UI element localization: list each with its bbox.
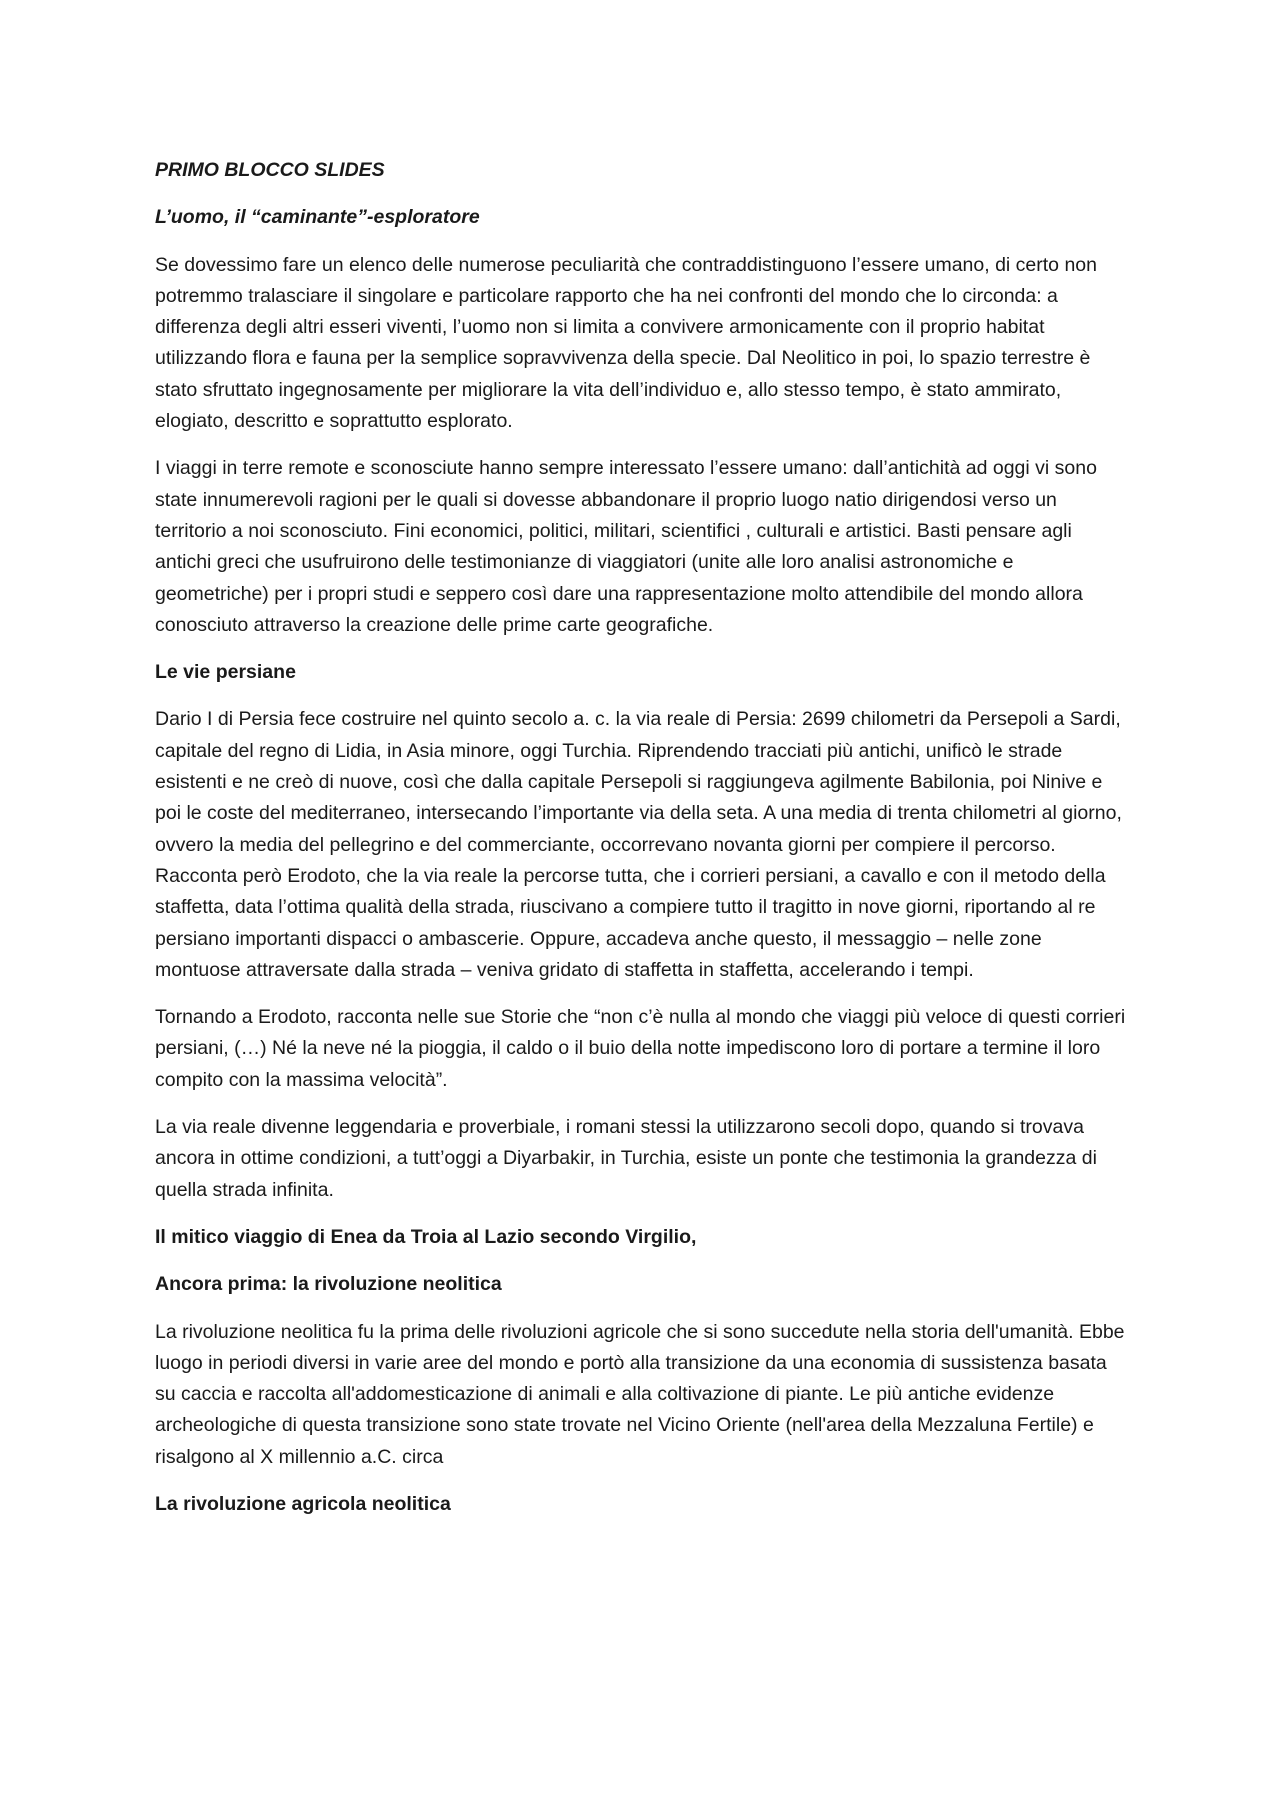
section-heading-enea: Il mitico viaggio di Enea da Troia al Lazio secondo Virgilio, — [155, 1225, 697, 1248]
document-page — [155, 155, 1130, 1536]
section-heading-agricultural-revolution: La rivoluzione agricola neolitica — [155, 1492, 451, 1515]
section-heading-neolithic-revolution: Ancora prima: la rivoluzione neolitica — [155, 1273, 502, 1296]
paragraph-3: Dario I di Persia fece costruire nel quinto secolo a. c. la via reale di Persia: 2699 chilometri da Persepoli a Sardi, capitale del regno di Lidia, in Asia minore, oggi Turchia. Riprendendo tracciati più antichi, unificò le strade esistenti e ne creò di nuove, così che dalla capitale Persepoli si raggiungeva agilmente Babilonia, poi Ninive e poi le coste del mediterraneo, intersecando l’importante via della seta. A una media di trenta chilometri al giorno, ovvero la media del pellegrino e del commerciante, occorrevano novanta giorni per compiere il percorso. Racconta però Erodoto, che la via reale la percorse tutta, che i corrieri persiani, a cavallo e con il metodo della staffetta, data l’ottima qualità della strada, riuscivano a compiere tutto il tragitto in nove giorni, riportando al re persiano importanti dispacci o ambascerie. Oppure, accadeva anche questo, il messaggio – nelle zone montuose attraversate dalla strada – veniva gridato di staffetta in staffetta, accelerando i tempi. — [155, 708, 1122, 981]
paragraph-2: I viaggi in terre remote e sconosciute hanno sempre interessato l’essere umano: dall’antichità ad oggi vi sono state innumerevoli ragioni per le quali si dovesse abbandonare il proprio luogo natio dirigendosi verso un territorio a noi sconosciuto. Fini economici, politici, militari, scientifici , culturali e artistici. Basti pensare agli antichi greci che usufruirono delle testimonianze di viaggiatori (unite alle loro analisi astronomiche e geometriche) per i propri studi e seppero così dare una rappresentazione molto attendibile del mondo allora conosciuto attraverso la creazione delle prime carte geografiche. — [155, 457, 1097, 636]
document-main-heading: PRIMO BLOCCO SLIDES — [155, 159, 385, 181]
paragraph-5: La via reale divenne leggendaria e proverbiale, i romani stessi la utilizzarono secoli dopo, quando si trovava ancora in ottime condizioni, a tutt’oggi a Diyarbakir, in Turchia, esiste un ponte che testimonia la grandezza di quella strada infinita. — [155, 1116, 1097, 1201]
paragraph-6: La rivoluzione neolitica fu la prima delle rivoluzioni agricole che si sono succedute nella storia dell'umanità. Ebbe luogo in periodi diversi in varie aree del mondo e portò alla transizione da una economia di sussistenza basata su caccia e raccolta all'addomesticazione di animali e alla coltivazione di piante. Le più antiche evidenze archeologiche di questa transizione sono state trovate nel Vicino Oriente (nell'area della Mezzaluna Fertile) e risalgono al X millennio a.C. circa — [155, 1320, 1125, 1468]
paragraph-1: Se dovessimo fare un elenco delle numerose peculiarità che contraddistinguono l’essere umano, di certo non potremmo tralasciare il singolare e particolare rapporto che ha nei confronti del mondo che lo circonda: a differenza degli altri esseri viventi, l’uomo non si limita a convivere armonicamente con il proprio habitat utilizzando flora e fauna per la semplice sopravvivenza della specie. Dal Neolitico in poi, lo spazio terrestre è stato sfruttato ingegnosamente per migliorare la vita dell’individuo e, allo stesso tempo, è stato ammirato, elogiato, descritto e soprattutto esplorato. — [155, 253, 1097, 433]
section-heading-persian-roads: Le vie persiane — [155, 661, 296, 684]
section-heading-explorer: L’uomo, il “caminante”-esploratore — [155, 206, 480, 229]
paragraph-4: Tornando a Erodoto, racconta nelle sue Storie che “non c’è nulla al mondo che viaggi più veloce di questi corrieri persiani, (…) Né la neve né la pioggia, il caldo o il buio della notte impediscono loro di portare a termine il loro compito con la massima velocità”. — [155, 1006, 1126, 1091]
